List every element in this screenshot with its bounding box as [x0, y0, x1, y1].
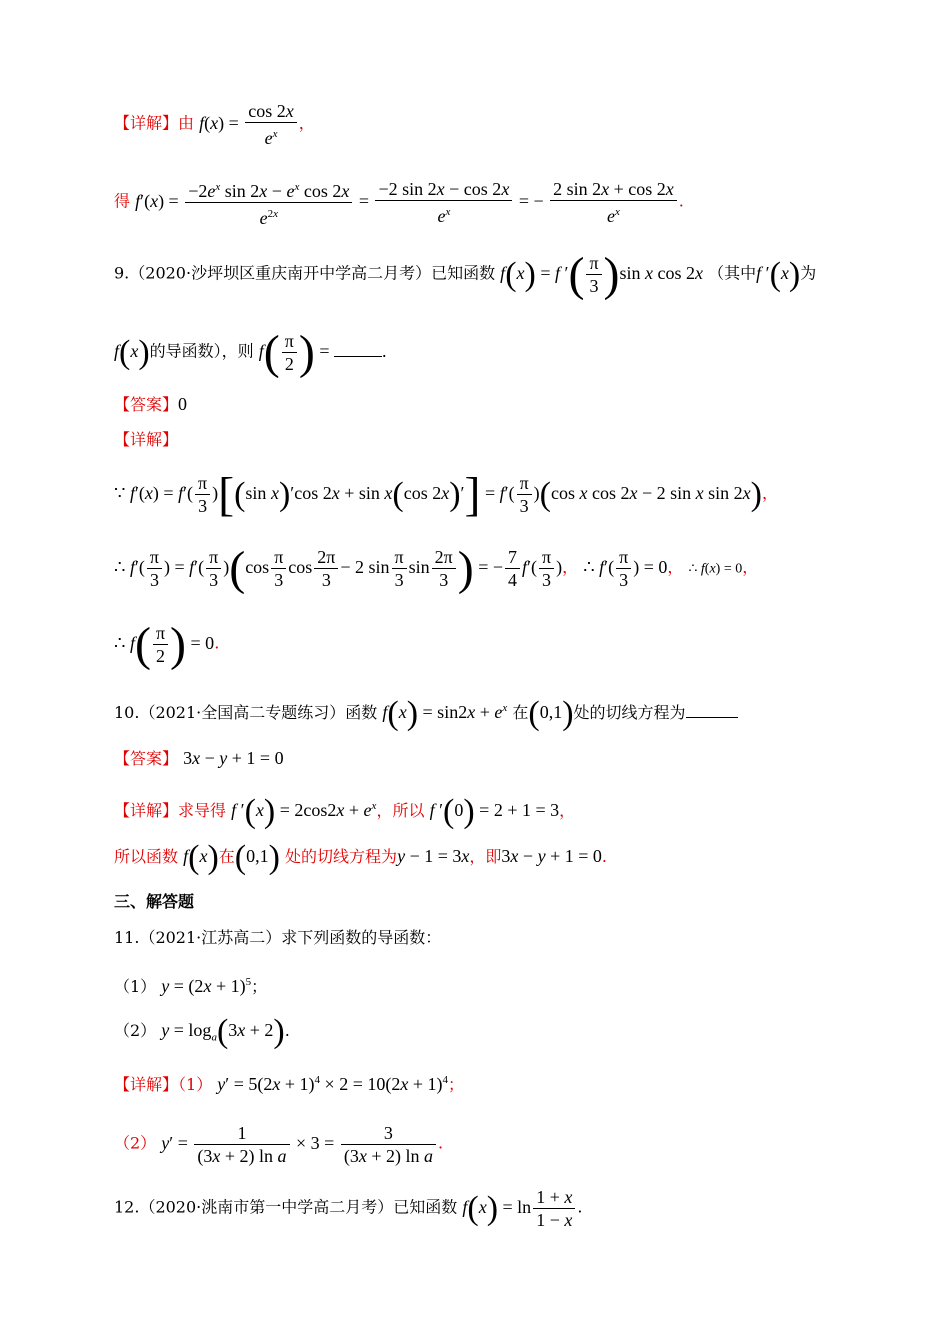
- q10-answer-line: 【答案】 3x − y + 1 = 0: [114, 748, 284, 768]
- answer-label: 【答案】: [114, 395, 179, 414]
- q9-line-1: 9.（2020·沙坪坝区重庆南开中学高二月考）已知函数 f(x) = f ′( $\frac{\pi}{3}$ )sin x cos 2x （其中f ′(x)为: [114, 247, 817, 301]
- detail-label: 【详解】: [114, 113, 179, 133]
- detail-label: 【详解】: [114, 1075, 179, 1094]
- q10-detail-2: 所以函数 f(x)在(0,1) 处的切线方程为y − 1 = 3x，即3x − y + 1 = 0.: [114, 838, 607, 876]
- q12-line: 12.（2020·洮南市第一中学高二月考）已知函数 f(x) = ln $\frac{1 + x}{1 - x}$ .: [114, 1187, 583, 1230]
- answer-label: 【答案】: [114, 749, 179, 768]
- text-de: 得: [114, 191, 131, 211]
- formula-fx: f(x) = $\frac{\cos 2x}{e^x}$: [199, 113, 299, 133]
- q11-part-1: （1） $y = (2x + 1)^5$；: [114, 976, 268, 996]
- q9-answer-line: [114, 392, 187, 417]
- text-you: 由: [178, 113, 195, 133]
- q12-source: 12.（2020·洮南市第一中学高二月考）已知函数: [114, 1197, 458, 1217]
- q10-source: 10.（2021·全国高二专题练习）函数: [114, 703, 378, 722]
- q10-tail: 处的切线方程为: [573, 703, 686, 722]
- q10-zai: 在: [512, 703, 529, 722]
- q9-source: 9.（2020·沙坪坝区重庆南开中学高二月考）已知函数: [114, 263, 496, 283]
- q9-detail-label-line: [114, 428, 178, 452]
- q9-line-2: f(x)的导函数），则 f( $\frac{\pi}{2}$ ) = .: [114, 325, 387, 379]
- q9-detail-2: ∴ f′( $\frac{\pi}{3}$ ) = f′( $\frac{\pi}{3}$ )(cos $\frac{\pi}{3}$ cos $\frac{2\pi}{3}$ − 2 sin $\frac{\pi}{3}$ sin $\frac{2\pi}{3}$ ) = − $\frac{7}{4}$ f′( $\frac{\pi}{3}$ )， ∴ f′( $\frac{\pi}{3}$ ) = 0， ∴ f(x) = 0，: [114, 541, 759, 595]
- q10-detail-1: 【详解】求导得 f $'(x) = 2\cos 2x + e^x$，所以 f ′(0) = 2 + 1 = 3，: [114, 792, 576, 830]
- q9-line2a: 的导函数），则: [149, 341, 254, 361]
- q11-part-2: （2） $y = \log_a(3x + 2)$.: [114, 1012, 290, 1050]
- q9-detail-3: ∴ f( $\frac{\pi}{2}$ ) = 0.: [114, 617, 220, 671]
- detail-label: 【详解】: [114, 430, 179, 449]
- q9-answer: 0: [178, 394, 188, 414]
- formula-fprime: f′(x) = $\frac{-2e^x \sin 2x - e^x \cos 2x}{e^{2x}}$ = $\frac{-2 \sin 2x - \cos 2x}{e^x}$ = − $\frac{2 \sin 2x + \cos 2x}{e^x}$: [135, 191, 679, 211]
- q9-detail-1: ∵ f′(x) = f′( $\frac{\pi}{3}$ )[(sin x)′cos 2x + sin x(cos 2x)′] = f′( $\frac{\pi}{3}$ )(cos x cos 2x − 2 sin x sin 2x)，: [114, 467, 779, 521]
- q9-mid: （其中: [708, 263, 757, 283]
- q11-title: 11.（2021·江苏高二）求下列函数的导函数：: [114, 928, 442, 947]
- detail-label: 【详解】: [114, 801, 179, 820]
- q11-detail-1: 【详解】（1） $y' = 5(2x + 1)^4 \times 2 = 10(2x + 1)^4$；: [114, 1074, 465, 1094]
- section-title: 三、解答题: [114, 892, 195, 911]
- detail-line-1: 【详解】由 f(x) = $\frac{\cos 2x}{e^x}$ ，: [114, 101, 315, 148]
- q9-wei: 为: [800, 263, 817, 283]
- q11-detail-2: （2） y′ = $\frac{1}{\text{(3x + 2) ln a}}$ × 3 = $\frac{3}{\text{(3x + 2) ln a}}$ .: [114, 1123, 444, 1166]
- detail-line-2: 得 f′(x) = $\frac{-2e^x \sin 2x - e^x \cos 2x}{e^{2x}}$ = $\frac{-2 \sin 2x - \cos 2x}{e^x}$ = − $\frac{2 \sin 2x + \cos 2x}{e^x}$ .: [114, 176, 684, 229]
- q10-line-1: 10.（2021·全国高二专题练习）函数 $f(x) = \sin 2x + e^x$ 在(0,1)处的切线方程为: [114, 696, 738, 726]
